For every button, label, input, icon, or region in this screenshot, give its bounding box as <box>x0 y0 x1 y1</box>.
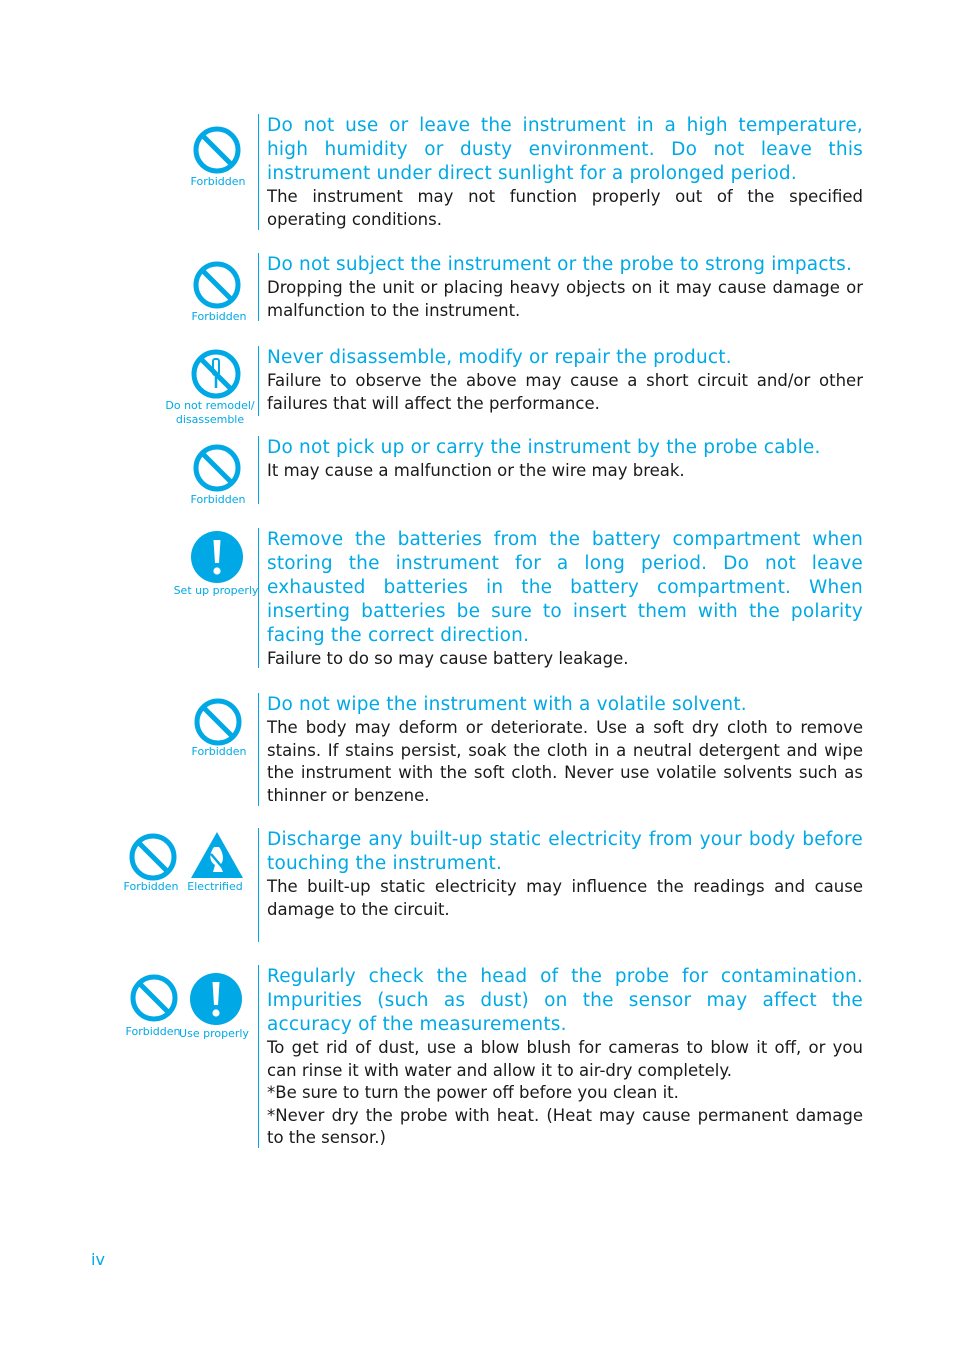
forbidden-icon <box>128 832 178 886</box>
exclamation-icon <box>190 530 244 588</box>
section-body: Failure to observe the above may cause a short circuit and/or other failures that will affect the performance. <box>267 371 863 413</box>
section-heading: Never disassemble, modify or repair the product. <box>267 347 732 368</box>
forbidden-icon <box>129 973 179 1027</box>
forbidden-icon <box>192 260 242 314</box>
icon-caption: Forbidden <box>190 493 246 506</box>
forbidden-icon <box>192 125 242 179</box>
exclamation-icon <box>189 972 243 1030</box>
section-body: To get rid of dust, use a blow blush for cameras to blow it off, or you can rinse it with water and allow it to air-dry completely. <box>267 1038 863 1080</box>
section-body: The instrument may not function properly out of the specified operating conditions. <box>267 187 863 229</box>
icon-caption: Forbidden <box>191 745 247 758</box>
section-rule <box>258 436 259 504</box>
icon-caption: Use properly <box>179 1027 249 1040</box>
icon-caption: Forbidden <box>191 310 247 323</box>
section-heading: Regularly check the head of the probe for contamination. Impurities (such as dust) on the sensor may affect the accuracy of the measurements. <box>267 966 863 1035</box>
icon-caption: Do not remodel/ disassemble <box>165 399 255 426</box>
section-heading: Remove the batteries from the battery compartment when storing the instrument for a long period. Do not leave exhausted batteries in the battery compartment. When inserting batteries be sure to insert them with the polarity facing the correct direction. <box>267 529 863 646</box>
icon-caption: Set up properly <box>173 584 259 597</box>
section-body: It may cause a malfunction or the wire may break. <box>267 461 685 480</box>
icon-caption: Electrified <box>187 880 243 893</box>
section-heading: Do not wipe the instrument with a volatile solvent. <box>267 694 747 715</box>
page-number: iv <box>91 1250 105 1269</box>
section-body-note: *Never dry the probe with heat. (Heat may cause permanent damage to the sensor.) <box>267 1105 863 1147</box>
section-rule <box>258 346 259 416</box>
electrified-icon <box>189 830 245 884</box>
section-body: The built-up static electricity may influence the readings and cause damage to the circuit. <box>267 877 863 919</box>
section-heading: Do not pick up or carry the instrument by the probe cable. <box>267 437 821 458</box>
section-rule <box>258 253 259 321</box>
section-rule <box>258 528 259 668</box>
section-rule <box>258 828 259 942</box>
section-body: Dropping the unit or placing heavy objects on it may cause damage or malfunction to the instrument. <box>267 278 863 320</box>
section-heading: Discharge any built-up static electricity from your body before touching the instrument. <box>267 829 863 874</box>
forbidden-icon <box>192 443 242 497</box>
do-not-disassemble-icon <box>190 348 242 404</box>
section-body: The body may deform or deteriorate. Use a soft dry cloth to remove stains. If stains persist, soak the cloth in a neutral detergent and wipe the instrument with the soft cloth. Never use volatile solvents such as thinner or benzene. <box>267 718 863 805</box>
icon-caption: Forbidden <box>190 175 246 188</box>
section-rule <box>258 693 259 806</box>
section-body-note: *Be sure to turn the power off before you clean it. <box>267 1083 679 1102</box>
forbidden-icon <box>193 697 243 751</box>
icon-caption: Forbidden <box>125 1025 181 1038</box>
section-rule <box>258 965 259 1148</box>
section-rule <box>258 114 259 230</box>
icon-caption: Forbidden <box>123 880 179 893</box>
section-body: Failure to do so may cause battery leakage. <box>267 649 629 668</box>
section-heading: Do not use or leave the instrument in a high temperature, high humidity or dusty environment. Do not leave this instrument under direct sunlight for a prolonged period. <box>267 115 863 184</box>
section-heading: Do not subject the instrument or the probe to strong impacts. <box>267 254 853 275</box>
